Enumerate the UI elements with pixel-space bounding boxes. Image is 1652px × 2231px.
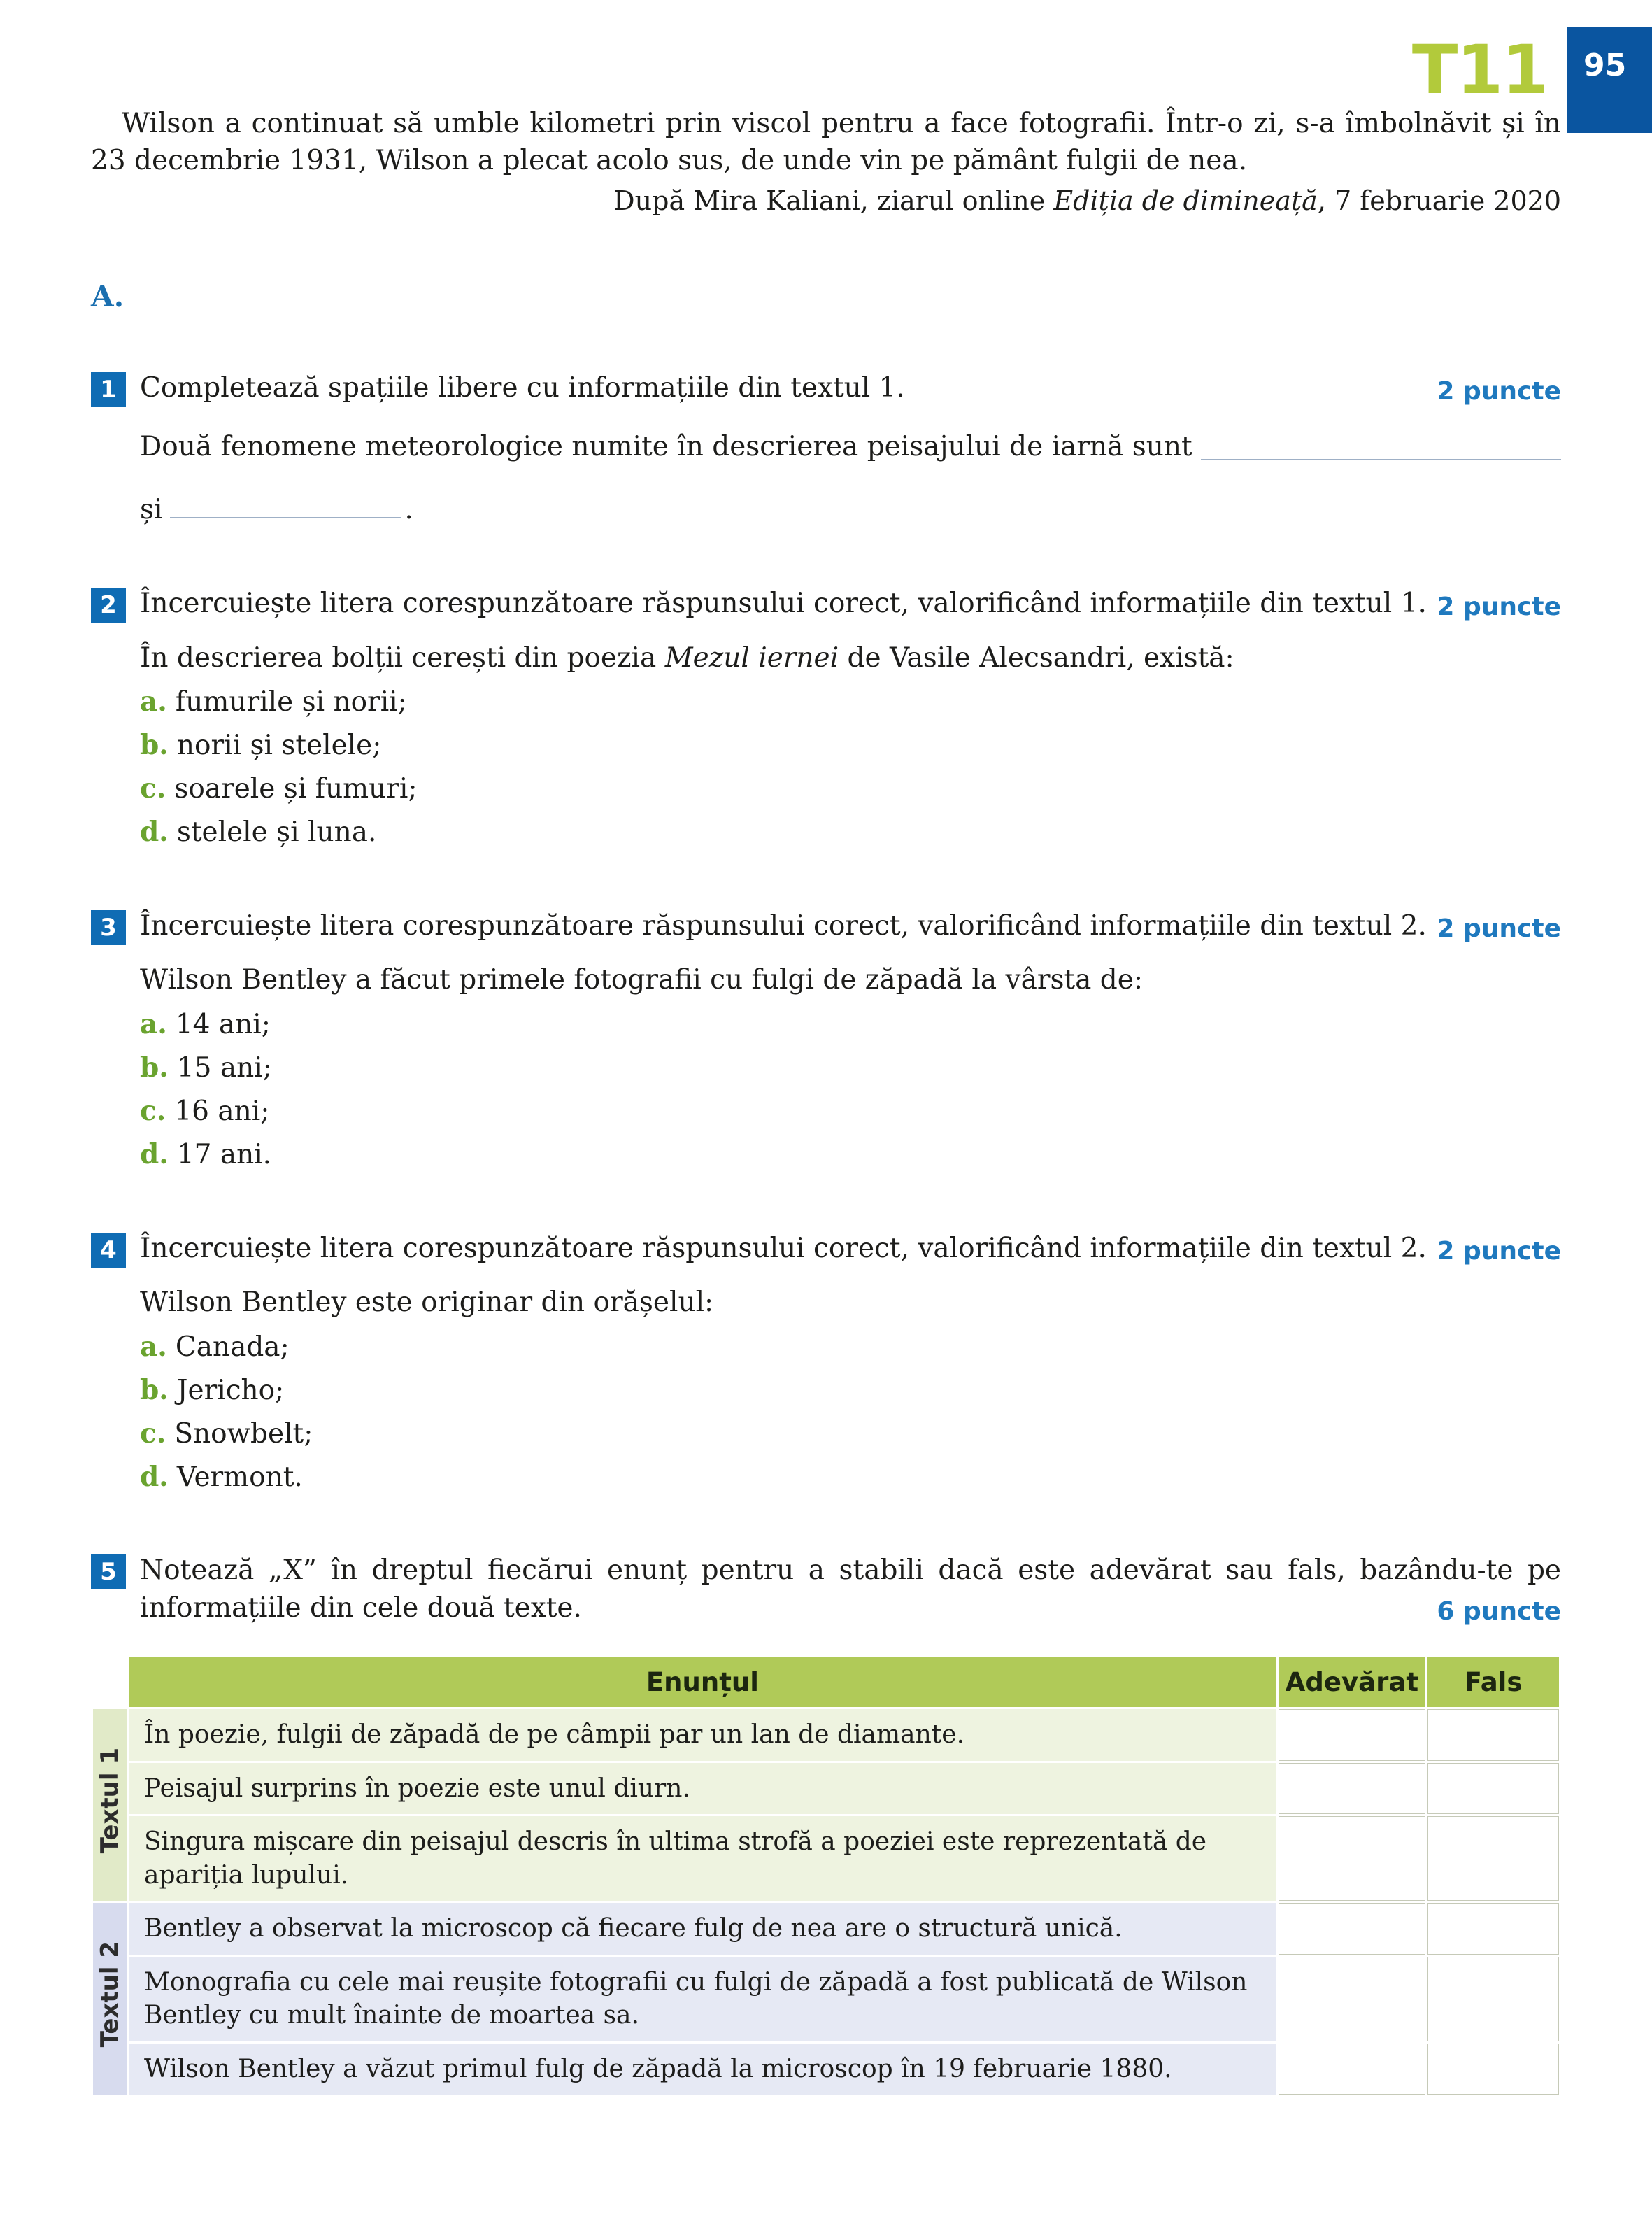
question-2-prompt (140, 585, 1561, 623)
question-4-points: 2 puncte (1437, 1237, 1561, 1266)
table-row (93, 1903, 1559, 1955)
answer-cell-false[interactable] (1427, 1816, 1559, 1901)
answer-cell-true[interactable] (1279, 1763, 1425, 1815)
question-5-number: 5 (91, 1554, 126, 1589)
option-letter: b. (140, 1051, 169, 1084)
answer-cell-true[interactable] (1279, 1957, 1425, 2041)
group-label: Textul 2 (96, 1941, 124, 2047)
option-c[interactable] (140, 1415, 1561, 1453)
answer-cell-false[interactable] (1427, 2044, 1559, 2095)
table-corner (93, 1657, 127, 1707)
option-a[interactable] (140, 684, 1561, 721)
question-5-prompt-text: Notează „X” în dreptul fiecărui enunț pentru a stabili dacă este adevărat sau fals, bazându-te pe informațiile din cele două texte. (140, 1554, 1561, 1624)
question-3-number: 3 (91, 910, 126, 945)
answer-cell-false[interactable] (1427, 1709, 1559, 1761)
page-content (91, 105, 1561, 2097)
option-text: Vermont. (176, 1461, 303, 1493)
group-label: Textul 1 (96, 1747, 124, 1853)
question-2-stem (140, 639, 1561, 677)
option-letter: d. (140, 1460, 169, 1493)
question-1-prompt (140, 369, 1561, 407)
table-row (93, 1763, 1559, 1815)
option-letter: d. (140, 815, 169, 848)
question-3-prompt-text: Încercuiește litera corespunzătoare răspunsului corect, valorificând informațiile din textul 2. (140, 909, 1427, 942)
attribution-line (91, 183, 1561, 219)
true-false-table (91, 1655, 1561, 2097)
option-text: Snowbelt; (174, 1417, 313, 1450)
option-letter: c. (140, 1094, 166, 1127)
question-1-fill-line-1 (140, 428, 1561, 466)
question-1-fill-text-2: și (140, 493, 163, 525)
option-letter: c. (140, 772, 166, 805)
table-header-row (93, 1657, 1559, 1707)
question-2-options (140, 684, 1561, 851)
answer-cell-true[interactable] (1279, 2044, 1425, 2095)
statement-cell: Peisajul surprins în poezie este unul diurn. (129, 1763, 1276, 1815)
question-5-prompt (140, 1552, 1561, 1627)
option-letter: b. (140, 729, 169, 762)
answer-blank-1[interactable] (1201, 453, 1561, 460)
unit-tag: T11 (1411, 31, 1547, 109)
statement-cell: Monografia cu cele mai reușite fotografii cu fulgi de zăpadă a fost publicată de Wilson Bentley cu mult înainte de moartea sa. (129, 1957, 1276, 2041)
intro-paragraph: Wilson a continuat să umble kilometri prin viscol pentru a face fotografii. Într-o zi, s-a îmbolnăvit și în 23 decembrie 1931, Wilson a plecat acolo sus, de unde vin pe pământ fulgii de nea. (91, 108, 1561, 177)
option-text: Canada; (175, 1331, 290, 1364)
question-2-stem-prefix: În descrierea bolții cerești din poezia (140, 642, 665, 674)
question-2 (91, 585, 1561, 851)
question-5 (91, 1552, 1561, 2097)
option-text: norii și stelele; (176, 730, 382, 762)
question-1-period: . (404, 493, 413, 525)
attribution-source: Ediția de dimineață (1053, 185, 1318, 217)
question-4-prompt-text: Încercuiește litera corespunzătoare răspunsului corect, valorificând informațiile din textul 2. (140, 1232, 1427, 1264)
table-row (93, 1709, 1559, 1761)
option-c[interactable] (140, 1093, 1561, 1131)
option-letter: b. (140, 1373, 169, 1406)
option-text: soarele și fumuri; (174, 773, 418, 805)
option-letter: a. (140, 1331, 167, 1364)
option-a[interactable] (140, 1006, 1561, 1044)
option-a[interactable] (140, 1329, 1561, 1366)
option-c[interactable] (140, 770, 1561, 808)
option-b[interactable] (140, 727, 1561, 765)
section-label: A. (91, 279, 124, 314)
question-3-options (140, 1006, 1561, 1173)
answer-blank-2[interactable] (170, 510, 401, 518)
question-4 (91, 1230, 1561, 1496)
statement-cell: Singura mișcare din peisajul descris în ultima strofă a poeziei este reprezentată de apariția lupului. (129, 1816, 1276, 1901)
question-1-fill-line-2 (140, 491, 1561, 529)
statement-cell: Wilson Bentley a văzut primul fulg de zăpadă la microscop în 19 februarie 1880. (129, 2044, 1276, 2095)
question-4-options (140, 1329, 1561, 1496)
column-header-statement: Enunțul (129, 1657, 1276, 1707)
option-b[interactable] (140, 1049, 1561, 1087)
group-label-text-1 (93, 1709, 127, 1901)
question-4-prompt (140, 1230, 1561, 1268)
column-header-false: Fals (1427, 1657, 1559, 1707)
option-text: stelele și luna. (176, 816, 377, 848)
statement-cell: În poezie, fulgii de zăpadă de pe câmpii par un lan de diamante. (129, 1709, 1276, 1761)
option-letter: a. (140, 1008, 167, 1041)
option-text: 15 ani; (176, 1052, 272, 1084)
option-letter: a. (140, 686, 167, 718)
table-row (93, 2044, 1559, 2095)
option-letter: c. (140, 1417, 166, 1450)
option-d[interactable] (140, 1136, 1561, 1174)
column-header-true: Adevărat (1279, 1657, 1425, 1707)
option-text: 14 ani; (175, 1009, 271, 1041)
question-2-number: 2 (91, 588, 126, 623)
statement-cell: Bentley a observat la microscop că fiecare fulg de nea are o structură unică. (129, 1903, 1276, 1955)
page-number-tab (1567, 27, 1652, 133)
question-1-number: 1 (91, 372, 126, 407)
question-5-points: 6 puncte (1437, 1597, 1561, 1627)
question-3 (91, 907, 1561, 1174)
group-label-text-2 (93, 1903, 127, 2095)
attribution-suffix: , 7 februarie 2020 (1317, 185, 1561, 217)
question-1-prompt-text: Completează spațiile libere cu informațiile din textul 1. (140, 372, 905, 404)
question-1-fill-text: Două fenomene meteorologice numite în descrierea peisajului de iarnă sunt (140, 431, 1192, 463)
option-letter: d. (140, 1138, 169, 1170)
question-2-stem-suffix: de Vasile Alecsandri, există: (839, 642, 1234, 674)
question-2-prompt-text: Încercuiește litera corespunzătoare răspunsului corect, valorificând informațiile din textul 1. (140, 587, 1427, 619)
table-row (93, 1957, 1559, 2041)
answer-cell-true[interactable] (1279, 1709, 1425, 1761)
question-1-points: 2 puncte (1437, 377, 1561, 406)
question-2-points: 2 puncte (1437, 592, 1561, 621)
question-1 (91, 369, 1561, 528)
question-4-stem: Wilson Bentley este originar din orășelul: (140, 1287, 714, 1319)
option-text: Jericho; (176, 1374, 285, 1406)
page-number: 95 (1583, 48, 1627, 83)
option-text: fumurile și norii; (175, 686, 407, 718)
answer-cell-true[interactable] (1279, 1816, 1425, 1901)
attribution-prefix: După Mira Kaliani, ziarul online (613, 185, 1054, 217)
question-3-points: 2 puncte (1437, 914, 1561, 944)
answer-cell-true[interactable] (1279, 1903, 1425, 1955)
answer-cell-false[interactable] (1427, 1957, 1559, 2041)
question-3-prompt (140, 907, 1561, 945)
option-d[interactable] (140, 814, 1561, 851)
answer-cell-false[interactable] (1427, 1903, 1559, 1955)
option-text: 16 ani; (174, 1095, 270, 1127)
question-4-number: 4 (91, 1233, 126, 1268)
question-3-stem: Wilson Bentley a făcut primele fotografii cu fulgi de zăpadă la vârsta de: (140, 964, 1143, 996)
option-d[interactable] (140, 1459, 1561, 1496)
option-text: 17 ani. (176, 1138, 272, 1170)
option-b[interactable] (140, 1372, 1561, 1410)
question-2-stem-title: Mezul iernei (664, 642, 839, 674)
answer-cell-false[interactable] (1427, 1763, 1559, 1815)
table-row (93, 1816, 1559, 1901)
